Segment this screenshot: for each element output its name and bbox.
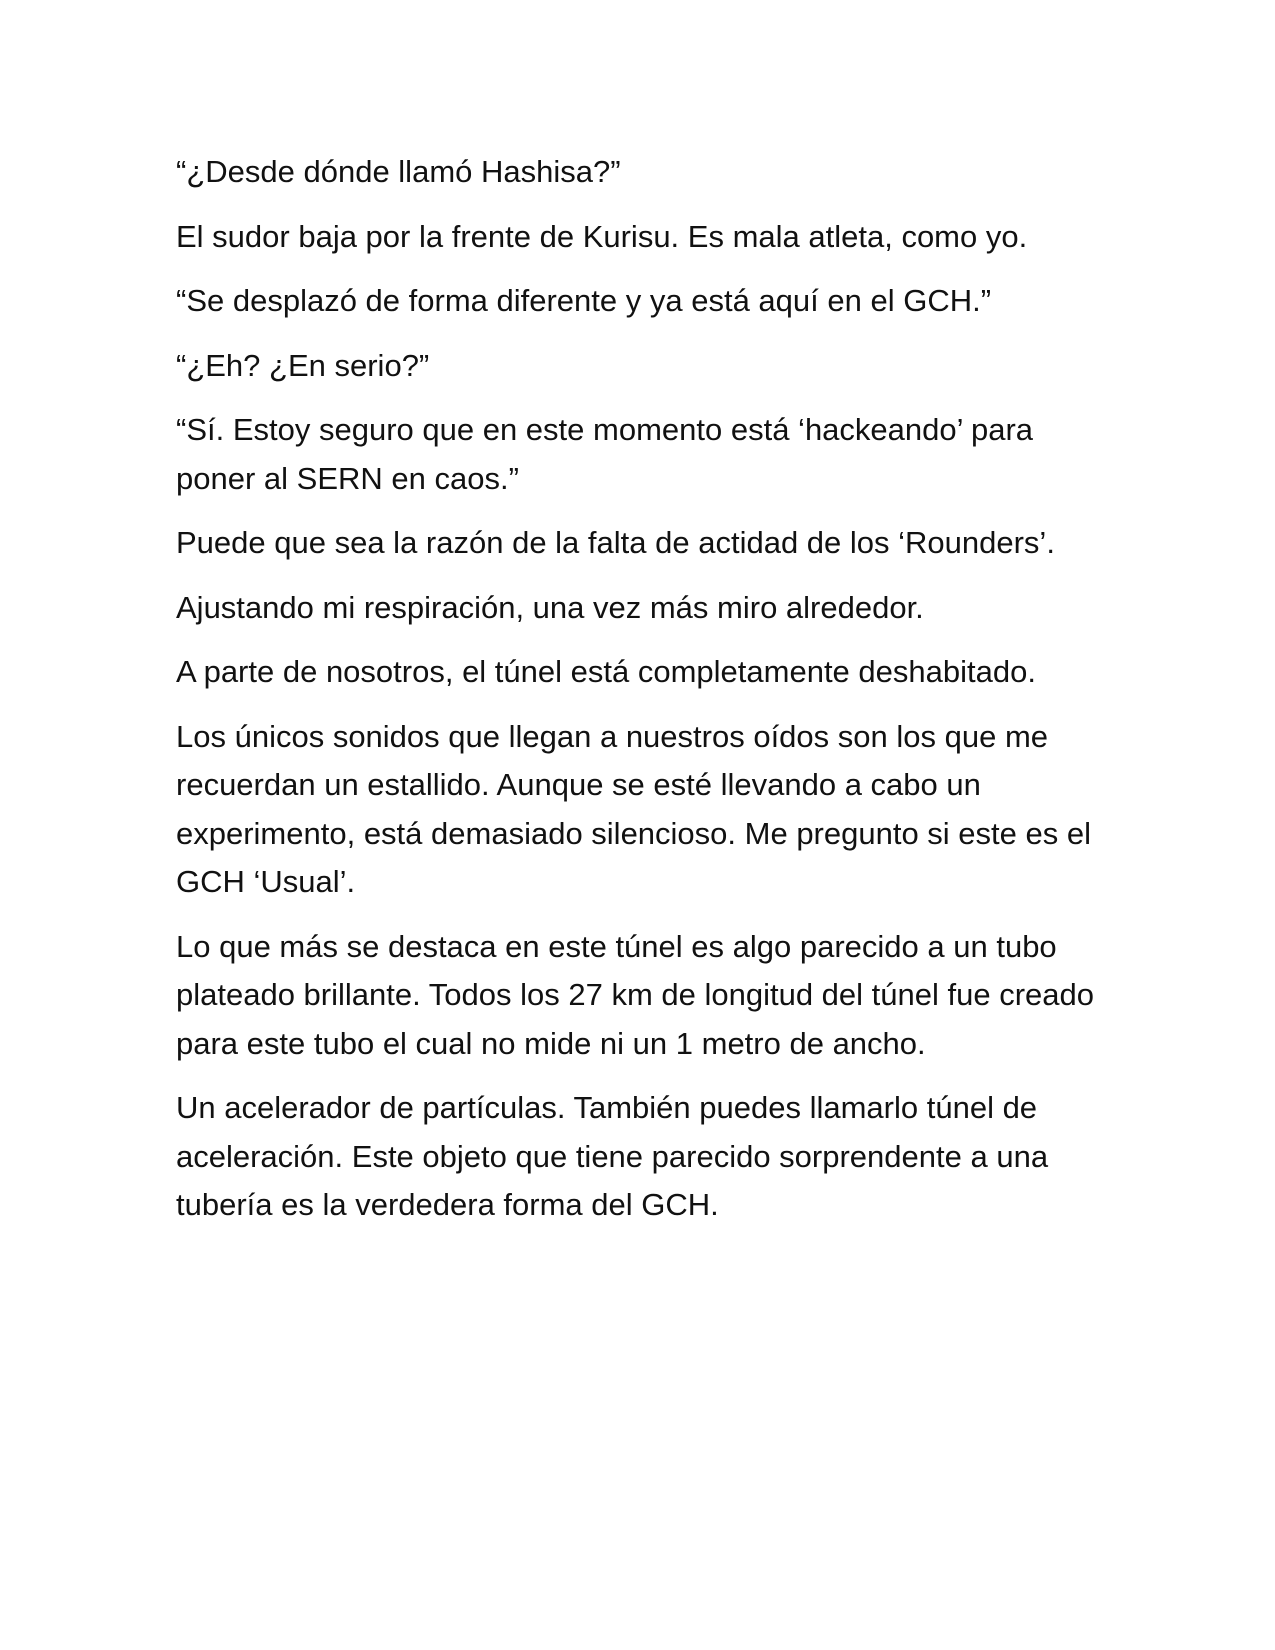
document-body	[176, 148, 1096, 1246]
paragraph-10: Lo que más se destaca en este túnel es algo parecido a un tubo plateado brillante. Todos los 27 km de longitud del túnel fue creado para este tubo el cual no mide ni un 1 metro de ancho.	[176, 928, 1094, 1061]
paragraph-4: “¿Eh? ¿En serio?”	[176, 347, 430, 383]
paragraph-9: Los únicos sonidos que llegan a nuestros oídos son los que me recuerdan un estallido. Aunque se esté llevando a cabo un experimento, está demasiado silencioso. Me pregunto si este es el GCH ‘Usual’.	[176, 718, 1091, 899]
paragraph-3: “Se desplazó de forma diferente y ya está aquí en el GCH.”	[176, 283, 992, 318]
paragraph-1: “¿Desde dónde llamó Hashisa?”	[176, 154, 621, 189]
paragraph-6: Puede que sea la razón de la falta de actidad de los ‘Rounders’.	[176, 525, 1055, 560]
paragraph-8: A parte de nosotros, el túnel está completamente deshabitado.	[176, 654, 1036, 689]
paragraph-2: El sudor baja por la frente de Kurisu. Es mala atleta, como yo.	[176, 218, 1028, 254]
paragraph-7: Ajustando mi respiración, una vez más miro alrededor.	[176, 589, 924, 625]
paragraph-11: Un acelerador de partículas. También puedes llamarlo túnel de aceleración. Este objeto que tiene parecido sorprendente a una tubería es la verdedera forma del GCH.	[176, 1090, 1049, 1222]
paragraph-5: “Sí. Estoy seguro que en este momento está ‘hackeando’ para poner al SERN en caos.”	[176, 412, 1034, 496]
